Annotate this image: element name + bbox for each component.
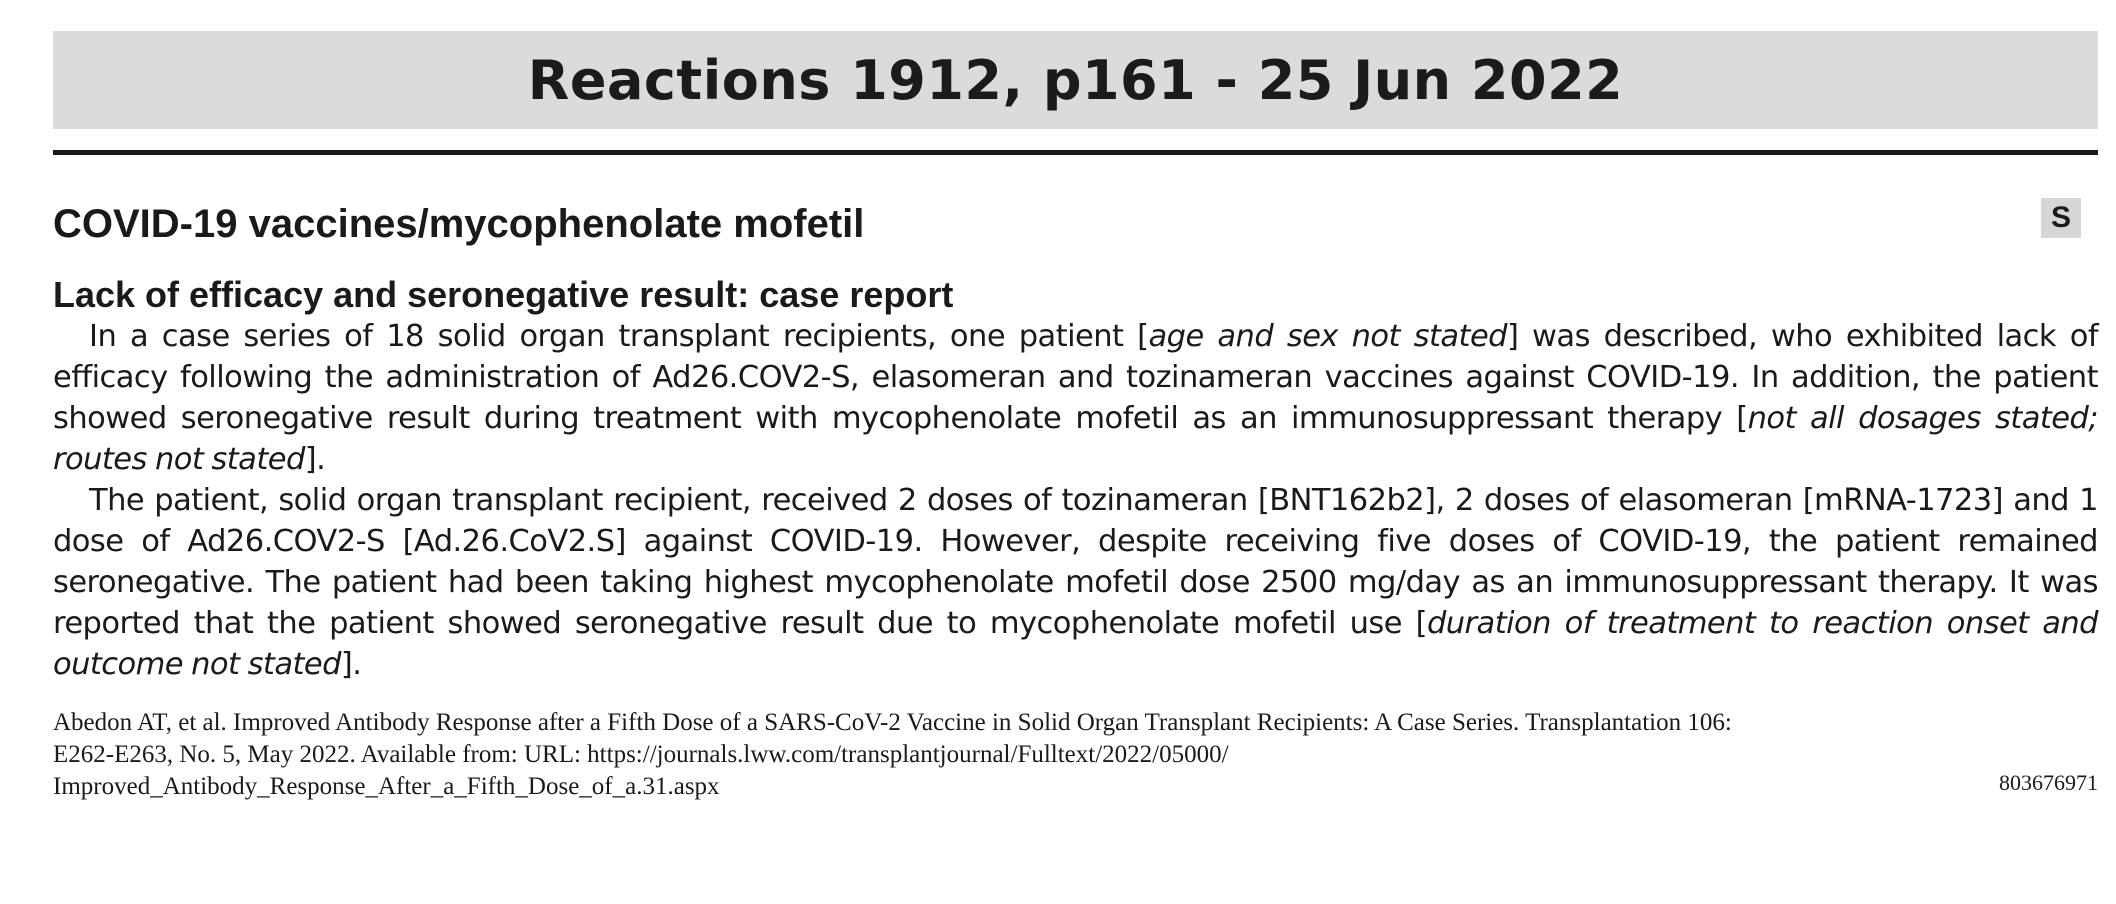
- italic-note: not all dosages stated; routes not stated: [53, 401, 2098, 477]
- drug-title: COVID-19 vaccines/mycophenolate mofetil: [53, 202, 865, 246]
- body-paragraph-2: [53, 480, 2098, 685]
- citation-line-1: Abedon AT, et al. Improved Antibody Response after a Fifth Dose of a SARS-CoV-2 Vaccine in Solid Organ Transplant Recipients: A Case Series. Transplantation 106:: [53, 709, 1732, 736]
- italic-note: duration of treatment to reaction onset and outcome not stated: [53, 606, 2098, 682]
- citation-line-3: Improved_Antibody_Response_After_a_Fifth_Dose_of_a.31.aspx: [53, 773, 720, 800]
- header-divider: [53, 150, 2098, 155]
- paragraph-text: In a case series of 18 solid organ transplant recipients, one patient [: [89, 319, 1149, 354]
- article-id: 803676971: [1999, 770, 2098, 795]
- paragraph-text: ] was described, who exhibited lack of efficacy following the administration of Ad26.COV2-S, elasomeran and tozinameran vaccines against COVID-19. In addition, the patient showed seronegative result during treatment with mycophenolate mofetil as an immunosuppressant therapy [: [53, 319, 2099, 436]
- citation: [53, 707, 2098, 803]
- paragraph-text: ].: [340, 647, 362, 682]
- citation-line-2: E262-E263, No. 5, May 2022. Available from: URL: https://journals.lww.com/transplantjournal/Fulltext/2022/05000/: [53, 741, 1229, 768]
- paragraph-text: The patient, solid organ transplant recipient, received 2 doses of tozinameran [BNT162b2], 2 doses of elasomeran [mRNA-1723] and 1 dose of Ad26.COV2-S [Ad.26.CoV2.S] against COVID-19. However, despite receiving five doses of COVID-19, the patient remained seronegative. The patient had been taking highest mycophenolate mofetil dose 2500 mg/day as an immunosuppressant therapy. It was reported that the patient showed seronegative result due to mycophenolate mofetil use [: [53, 483, 2098, 641]
- article-subtitle: Lack of efficacy and seronegative result: case report: [53, 274, 954, 315]
- italic-note: age and sex not stated: [1148, 319, 1507, 354]
- article-body: [53, 316, 2098, 685]
- paragraph-text: ].: [304, 442, 326, 477]
- serious-badge: S: [2041, 198, 2081, 238]
- header-bar: [53, 31, 2098, 129]
- body-paragraph-1: [53, 316, 2098, 480]
- page-title: Reactions 1912, p161 - 25 Jun 2022: [527, 48, 1624, 112]
